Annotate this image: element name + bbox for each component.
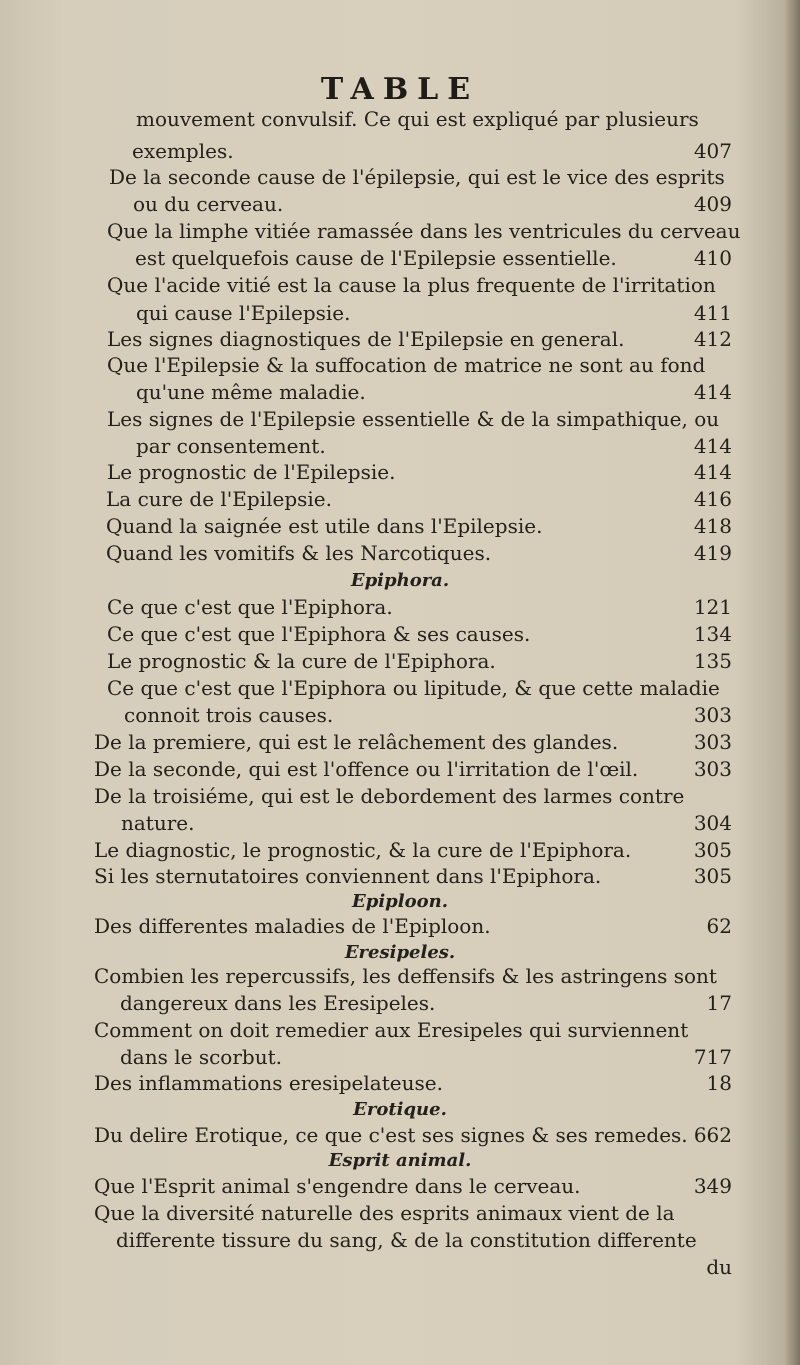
section-heading: Esprit animal. (328, 1150, 472, 1171)
section-heading: Erotique. (353, 1099, 447, 1120)
entry-text: Ce que c'est que l'Epiphora. (107, 595, 393, 619)
entry-text: Des differentes maladies de l'Epiploon. (94, 914, 491, 938)
entry-page: 62 (706, 914, 732, 938)
entry-page: 407 (693, 139, 732, 163)
entry-text: De la seconde cause de l'épilepsie, qui est le vice des esprits (109, 165, 725, 189)
entry-text: Que l'acide vitié est la cause la plus frequente de l'irritation (107, 273, 716, 297)
entry-text: La cure de l'Epilepsie. (106, 487, 332, 511)
entry-text: Le prognostic & la cure de l'Epiphora. (107, 649, 496, 673)
entry-page: 349 (693, 1174, 732, 1198)
entry-page: 662 (693, 1123, 732, 1147)
entry-text: Quand la saignée est utile dans l'Epilepsie. (106, 514, 543, 538)
entry-text: Que l'Esprit animal s'engendre dans le cerveau. (94, 1174, 581, 1198)
entry-text: Quand les vomitifs & les Narcotiques. (106, 541, 492, 565)
entry-text: De la troisiéme, qui est le debordement des larmes contre (94, 784, 685, 808)
entry-text: De la premiere, qui est le relâchement des glandes. (94, 730, 619, 754)
entry-page: 419 (693, 541, 732, 565)
section-heading: Eresipeles. (344, 942, 456, 963)
entry-text: Le diagnostic, le prognostic, & la cure de l'Epiphora. (94, 838, 632, 862)
entry-page: 414 (693, 434, 732, 458)
entry-page: 409 (693, 192, 732, 216)
entry-text: Combien les repercussifs, les deffensifs & les astringens sont (94, 964, 717, 988)
section-heading: Epiphora. (350, 570, 450, 591)
section-heading: Epiploon. (352, 891, 448, 912)
entry-text: dangereux dans les Eresipeles. (120, 991, 436, 1015)
entry-page: 303 (693, 757, 732, 781)
entry-text: ou du cerveau. (133, 192, 284, 216)
entry-page: 412 (693, 327, 732, 351)
entry-text: Si les sternutatoires conviennent dans l'Epiphora. (94, 864, 602, 888)
entry-text: est quelquefois cause de l'Epilepsie essentielle. (135, 246, 617, 270)
entry-text: Que l'Epilepsie & la suffocation de matrice ne sont au fond (107, 353, 706, 377)
entry-text: par consentement. (136, 434, 326, 458)
entry-text: Des inflammations eresipelateuse. (94, 1071, 443, 1095)
entry-page: 414 (693, 380, 732, 404)
entry-page: 305 (693, 864, 732, 888)
entry-text: Ce que c'est que l'Epiphora & ses causes. (107, 622, 531, 646)
entry-page: 416 (693, 487, 732, 511)
entry-text: Le prognostic de l'Epilepsie. (107, 460, 396, 484)
entry-page: 411 (693, 301, 732, 325)
entry-page: 410 (693, 246, 732, 270)
entry-page: 134 (693, 622, 732, 646)
entry-page: 304 (693, 811, 732, 835)
entry-text: Que la limphe vitiée ramassée dans les ventricules du cerveau (107, 219, 741, 243)
entry-text: Du delire Erotique, ce que c'est ses signes & ses remedes. (94, 1123, 688, 1147)
entry-text: Ce que c'est que l'Epiphora ou lipitude, & que cette maladie (107, 676, 720, 700)
entry-page: 717 (693, 1045, 732, 1069)
entry-text: qu'une même maladie. (136, 380, 366, 404)
entry-page: 135 (693, 649, 732, 673)
entry-page: 18 (706, 1071, 732, 1095)
entry-page: 414 (693, 460, 732, 484)
page-header-title: TABLE (320, 72, 480, 107)
entry-page: 305 (693, 838, 732, 862)
entry-text: nature. (121, 811, 195, 835)
entry-text: differente tissure du sang, & de la constitution differente (116, 1228, 697, 1252)
entry-text: Les signes de l'Epilepsie essentielle & de la simpathique, ou (107, 407, 720, 431)
entry-page: 418 (693, 514, 732, 538)
entry-text: Comment on doit remedier aux Eresipeles qui surviennent (94, 1018, 689, 1042)
entry-text: Les signes diagnostiques de l'Epilepsie en general. (107, 327, 625, 351)
entry-text: mouvement convulsif. Ce qui est expliqué par plusieurs (136, 107, 699, 131)
entry-page: 121 (693, 595, 732, 619)
entry-text: exemples. (132, 139, 234, 163)
entry-page: 303 (693, 730, 732, 754)
entry-text: De la seconde, qui est l'offence ou l'irritation de l'œil. (94, 757, 639, 781)
entry-text: qui cause l'Epilepsie. (136, 301, 351, 325)
entry-page: 17 (706, 991, 732, 1015)
entry-text: Que la diversité naturelle des esprits animaux vient de la (94, 1201, 675, 1225)
entry-page: 303 (693, 703, 732, 727)
entry-text: connoit trois causes. (124, 703, 334, 727)
catchword-text: du (706, 1255, 732, 1279)
entry-text: dans le scorbut. (120, 1045, 282, 1069)
